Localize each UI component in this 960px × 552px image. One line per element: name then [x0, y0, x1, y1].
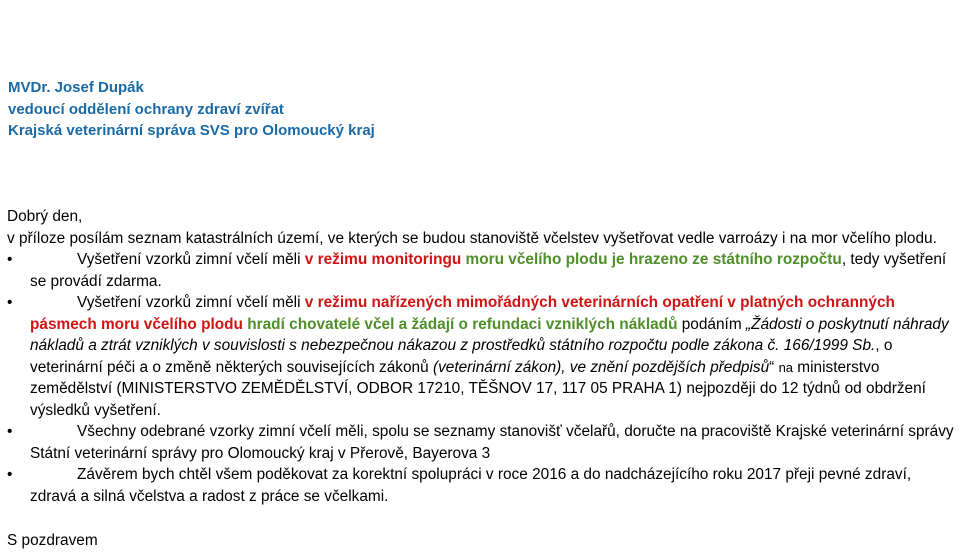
- bullet2-text-4: ministerstvo zemědělství (MINISTERSTVO ZEMĚDĚLSTVÍ, ODBOR 17210, TĚŠNOV 17, 117 05 PRAHA 1) nejpozději do 12 týdnů od obdržení výsledků vyšetření.: [30, 358, 926, 419]
- bullet1-highlight-red: v režimu monitoringu: [304, 251, 462, 268]
- bullet1-highlight-green: moru včelího plodu je hrazeno ze státního rozpočtu: [461, 251, 842, 268]
- sender-block: [8, 77, 375, 142]
- bullet-dot: •: [7, 251, 13, 268]
- bullet2-italic-request: „Žádosti o poskytnutí náhrady nákladů a ztrát vzniklých v souvislosti s nebezpečnou nákazou z prostředků státního rozpočtu podle zákona č. 166/1999 Sb.: [30, 315, 949, 354]
- bullet-measures: [7, 292, 955, 421]
- bullet-dot: •: [7, 466, 13, 483]
- bullet4-text: Závěrem bych chtěl všem poděkovat za korektní spolupráci v roce 2016 a do nadcházejícího roku 2017 přeji pevné zdraví, zdravá a silná včelstva a radost z práce se včelkami.: [30, 466, 912, 505]
- bullet2-text-2: podáním: [677, 315, 746, 333]
- sender-organization: Krajská veterinární správa SVS pro Olomoucký kraj: [8, 122, 375, 139]
- letter-body: [7, 206, 955, 507]
- bullet2-italic-law: (veterinární zákon), ve znění pozdějších předpisů: [432, 358, 770, 376]
- bullet-dot: •: [7, 294, 13, 311]
- bullet3-text: Všechny odebrané vzorky zimní včelí měli, spolu se seznamy stanovišť včelařů, doručte na pracoviště Krajské veterinární správy Státní veterinární správy pro Olomoucký kraj v Přerově, Bayerova 3: [30, 423, 954, 462]
- sender-name: MVDr. Josef Dupák: [8, 79, 144, 96]
- closing: S pozdravem: [7, 532, 98, 549]
- bullet-dot: •: [7, 423, 13, 440]
- bullet-thanks: [7, 464, 955, 507]
- greeting: Dobrý den,: [7, 208, 83, 225]
- bullet2-small-na: na: [778, 359, 794, 375]
- bullet2-text: Vyšetření vzorků zimní včelí měli: [77, 294, 305, 311]
- bullet2-quote: “: [769, 358, 779, 376]
- intro-paragraph: v příloze posílám seznam katastrálních území, ve kterých se budou stanoviště včelstev vyšetřovat vedle varroázy i na mor včelího plodu.: [7, 229, 937, 247]
- bullet2-text-3: , o veterinární péči a o změně některých souvisejících zákonů: [30, 337, 893, 376]
- bullet2-highlight-red: v režimu nařízených mimořádných veterinárních opatření v platných ochranných pásmech moru včelího plodu: [30, 294, 895, 333]
- bullet-delivery: [7, 421, 955, 464]
- bullet1-text: Vyšetření vzorků zimní včelí měli: [77, 251, 305, 268]
- bullet1-tail: , tedy vyšetření se provádí zdarma.: [30, 251, 947, 290]
- sender-position: vedoucí oddělení ochrany zdraví zvířat: [8, 100, 284, 118]
- bullet2-highlight-green: hradí chovatelé včel a žádají o refundaci vzniklých nákladů: [242, 315, 678, 333]
- bullet-monitoring: [7, 249, 955, 292]
